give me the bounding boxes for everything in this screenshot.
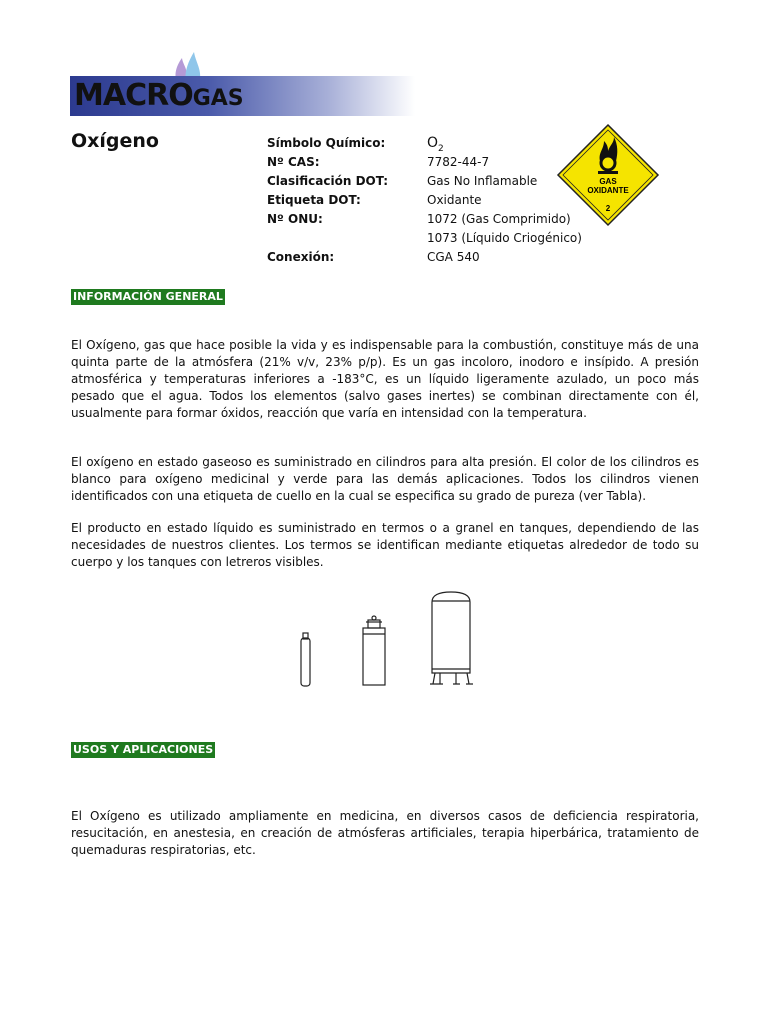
property-value: Oxidante	[427, 193, 482, 207]
gas-cylinder-icon	[301, 633, 310, 686]
property-value: 1073 (Líquido Criogénico)	[427, 231, 582, 245]
paragraph-uses: El Oxígeno es utilizado ampliamente en medicina, en diversos casos de deficiencia respiratoria, resucitación, en anestesia, en creación de atmósferas artificiales, terapia hiperbárica, tratamiento de quemaduras respiratorias, etc.	[71, 809, 699, 857]
formula-subscript: 2	[438, 143, 444, 154]
logo-text	[74, 79, 244, 116]
hazard-diamond-label	[556, 123, 660, 227]
section-header-uses: USOS Y APLICACIONES	[73, 743, 214, 756]
property-label: Nº ONU:	[267, 212, 323, 226]
hazard-text-line1: GAS	[599, 177, 617, 186]
property-label: Nº CAS:	[267, 155, 320, 169]
formula-symbol: O	[427, 135, 439, 151]
property-value	[427, 135, 444, 154]
property-value: 7782-44-7	[427, 155, 490, 169]
macrogas-logo	[70, 52, 415, 118]
paragraph-general-3: El producto en estado líquido es suministrado en termos o a granel en tanques, dependiendo de las necesidades de nuestros clientes. Los termos se identifican mediante etiquetas alrededor de todo su cuerpo y los tanques con letreros visibles.	[71, 521, 699, 569]
section-header-general: INFORMACIÓN GENERAL	[73, 290, 223, 303]
property-value: CGA 540	[427, 250, 480, 264]
paragraph-general-2: El oxígeno en estado gaseoso es suministrado en cilindros para alta presión. El color de los cilindros es blanco para oxígeno medicinal y verde para las demás aplicaciones. Todos los cilindros vienen identificados con una etiqueta de cuello en la cual se especifica su grado de pureza (ver Tabla).	[71, 455, 699, 503]
property-label: Símbolo Químico:	[267, 136, 386, 150]
hazard-text-line2: OXIDANTE	[587, 186, 629, 195]
storage-tank-icon	[430, 592, 473, 684]
property-value: 1072 (Gas Comprimido)	[427, 212, 571, 226]
logo-brand: MACRO	[74, 78, 193, 113]
property-value: Gas No Inflamable	[427, 174, 538, 188]
liquid-dewar-icon	[363, 616, 385, 685]
hazard-class-number: 2	[605, 204, 611, 213]
property-label: Clasificación DOT:	[267, 174, 389, 188]
paragraph-general-1: El Oxígeno, gas que hace posible la vida y es indispensable para la combustión, constituye más de una quinta parte de la atmósfera (21% v/v, 23% p/p). Es un gas incoloro, inodoro e insípido. A presión atmosférica y temperaturas inferiores a -183°C, es un líquido ligeramente azulado, un poco más pesado que el agua. Todos los elementos (salvo gases inertes) se combinan directamente con él, usualmente para formar óxidos, reacción que varía en intensidad con la temperatura.	[71, 338, 699, 420]
page-title: Oxígeno	[71, 130, 159, 152]
logo-suffix: GAS	[192, 86, 244, 111]
property-label: Conexión:	[267, 250, 335, 264]
property-label: Etiqueta DOT:	[267, 193, 361, 207]
containers-illustration	[290, 588, 490, 693]
